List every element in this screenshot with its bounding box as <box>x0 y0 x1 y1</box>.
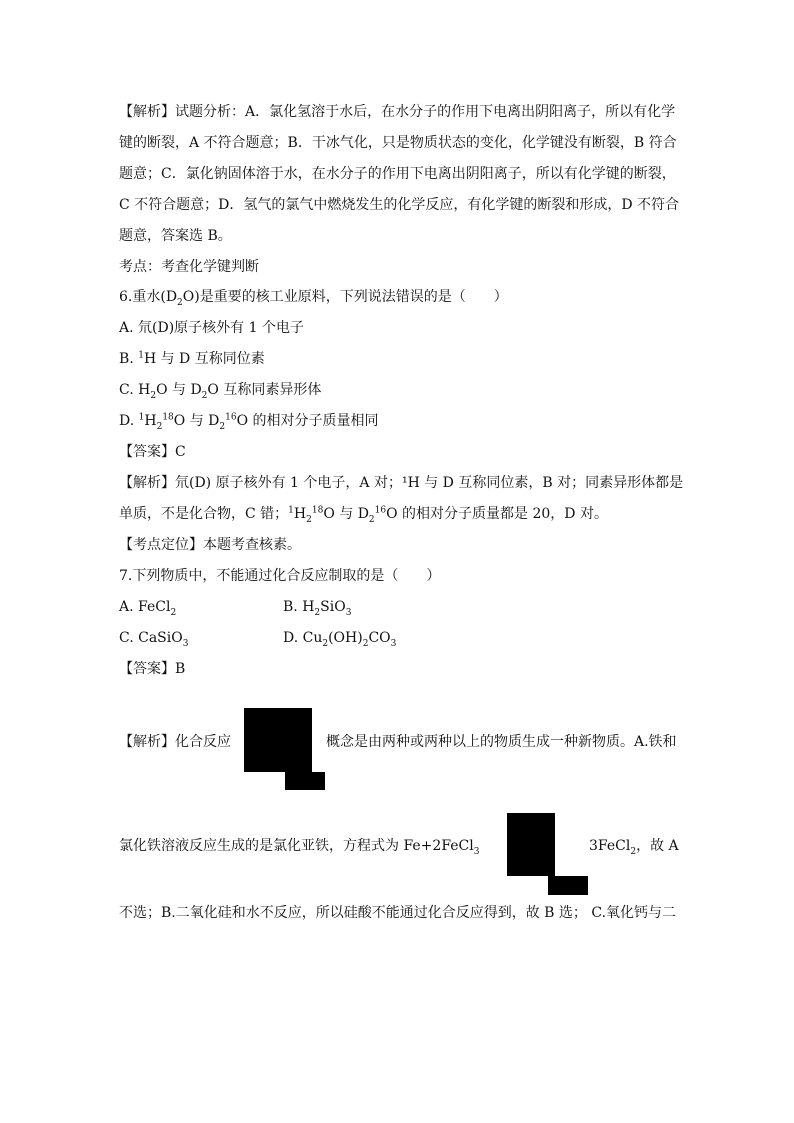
question-7-option-b: B. $H_2SiO_3$ <box>283 599 352 618</box>
question-7-explanation-2b: 3FeCl$_2$，故 A <box>589 838 679 857</box>
question-7-option-c: C. CaSiO$_3$ <box>119 630 189 649</box>
text-line-5: 题意，答案选 B。 <box>119 228 232 244</box>
redaction-block-2-tail <box>548 876 588 895</box>
question-6-option-b: B. $^1$H 与 D 互称同位素 <box>119 350 265 367</box>
question-6-option-c: C. $H_2O$ 与 $D_2O$ 互称同素异形体 <box>119 382 322 401</box>
question-6-explanation-1: 【解析】氘(D) 原子核外有 1 个电子，A 对；¹H 与 D 互称同位素，B 对；同素异形体都是 <box>119 475 684 491</box>
text-line-3: 题意；C．氯化钠固体溶于水，在水分子的作用下电离出阴阳离子，所以有化学键的断裂， <box>119 166 676 182</box>
question-7-stem: 7.下列物质中，不能通过化合反应制取的是（ ） <box>119 568 441 584</box>
question-6-explanation-2: 单质，不是化合物，C 错；$^1H_2^{18}O$ 与 $D_2^{16}O$ 的相对分子质量都是 20，D 对。 <box>119 505 608 525</box>
question-7-explanation-3: 不选；B.二氧化硅和水不反应，所以硅酸不能通过化合反应得到，故 B 选； C.氧化钙与二 <box>119 905 677 921</box>
question-6-option-a: A. 氘(D)原子核外有 1 个电子 <box>119 320 304 336</box>
question-7-explanation-1a: 【解析】化合反应 <box>119 734 231 750</box>
text-line-1: 【解析】试题分析：A．氯化氢溶于水后，在水分子的作用下电离出阴阳离子，所以有化学 <box>119 104 676 120</box>
question-7-option-d: D. $Cu_2(OH)_2CO_3$ <box>283 630 397 649</box>
question-7-explanation-2a: 氯化铁溶液反应生成的是氯化亚铁，方程式为 Fe+2FeCl$_3$ <box>119 838 480 857</box>
question-6-option-d: D. $^1H_2^{18}O$ 与 $D_2^{16}O$ 的相对分子质量相同 <box>119 412 379 432</box>
redaction-block-1-tail <box>285 772 325 790</box>
question-7-explanation-1b: 概念是由两种或两种以上的物质生成一种新物质。A.铁和 <box>326 734 677 750</box>
question-6-kaodian: 【考点定位】本题考查核素。 <box>119 537 301 553</box>
question-6-answer: 【答案】C <box>119 444 186 460</box>
question-7-option-a: A. FeCl$_2$ <box>119 599 177 618</box>
redaction-block-2 <box>507 813 555 876</box>
text-line-2: 键的断裂，A 不符合题意；B．干冰气化，只是物质状态的变化，化学键没有断裂，B 符合 <box>119 135 677 151</box>
question-6-stem: 6.重水$(D_2O)$是重要的核工业原料，下列说法错误的是（ ） <box>119 289 508 308</box>
question-7-answer: 【答案】B <box>119 661 186 677</box>
text-line-4: C 不符合题意；D．氢气的氯气中燃烧发生的化学反应，有化学键的断裂和形成，D 不符合 <box>119 197 680 213</box>
redaction-block-1 <box>244 708 312 772</box>
kaodian-line: 考点：考查化学键判断 <box>119 259 259 275</box>
